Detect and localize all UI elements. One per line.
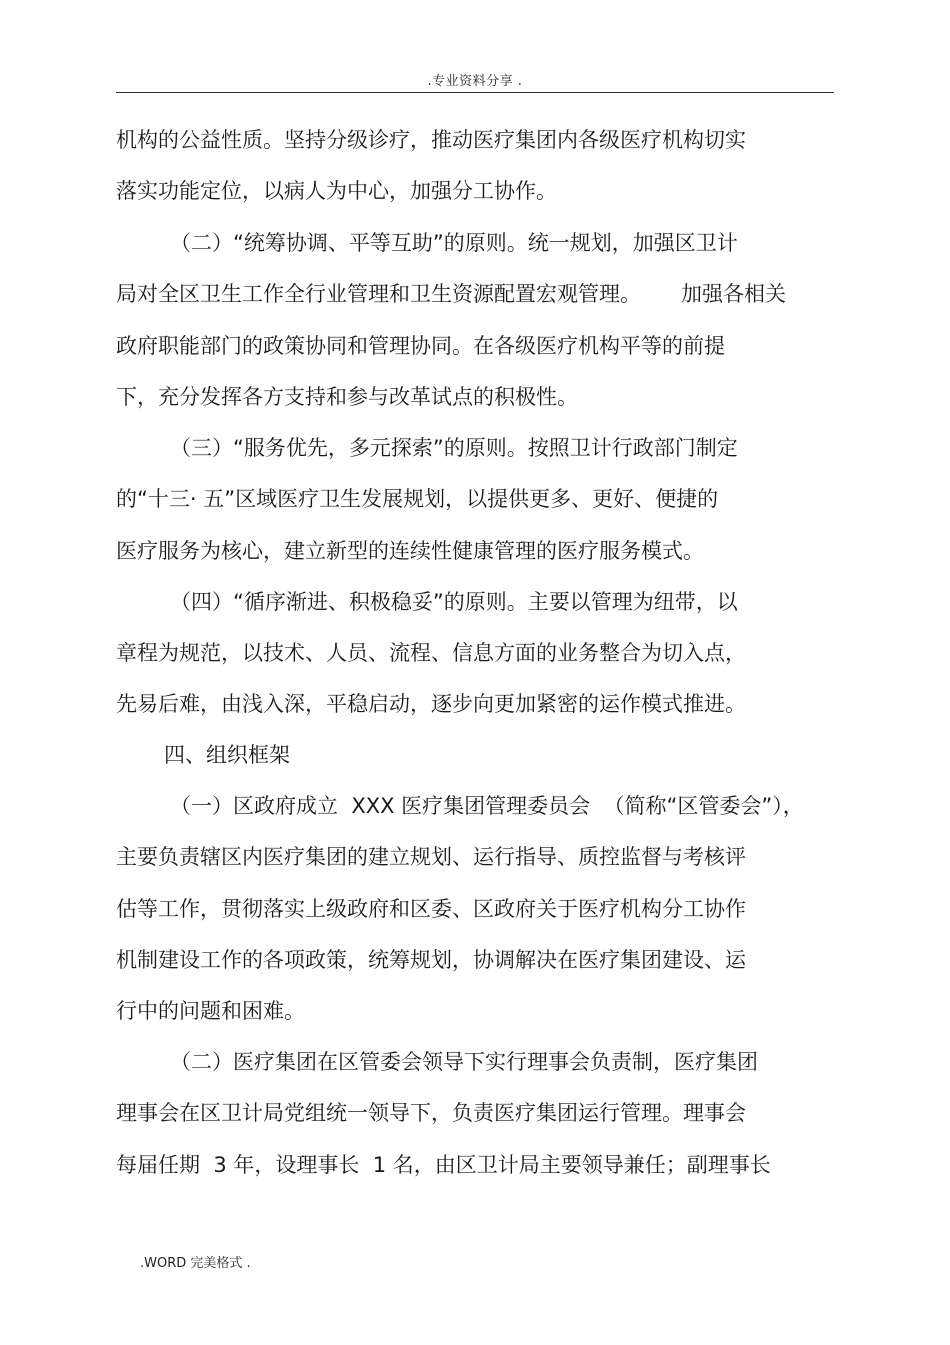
text-line: （二）“统筹协调、平等互助”的原则。统一规划，加强区卫计 — [170, 231, 738, 255]
text-line: （一）区政府成立 XXX 医疗集团管理委员会 （简称“区管委会”）， — [170, 794, 804, 818]
text-line: 估等工作，贯彻落实上级政府和区委、区政府关于医疗机构分工协作 — [116, 897, 746, 921]
text-line: （四）“循序渐进、积极稳妥”的原则。主要以管理为纽带，以 — [170, 590, 738, 614]
text-line: 局对全区卫生工作全行业管理和卫生资源配置宏观管理。 加强各相关 — [116, 282, 787, 306]
text-line: 每届任期 3 年，设理事长 1 名，由区卫计局主要领导兼任；副理事长 — [116, 1153, 771, 1177]
page-header: .专业资料分享 . — [427, 74, 523, 89]
text-line: 机制建设工作的各项政策，统筹规划，协调解决在医疗集团建设、运 — [116, 948, 746, 972]
text-line: 下，充分发挥各方支持和参与改革试点的积极性。 — [116, 385, 578, 409]
text-line: 主要负责辖区内医疗集团的建立规划、运行指导、质控监督与考核评 — [116, 845, 746, 869]
text-line: 章程为规范，以技术、人员、流程、信息方面的业务整合为切入点， — [116, 641, 746, 665]
text-line: 机构的公益性质。坚持分级诊疗，推动医疗集团内各级医疗机构切实 — [116, 128, 746, 152]
text-line: 的“十三· 五”区域医疗卫生发展规划，以提供更多、更好、便捷的 — [116, 487, 719, 511]
text-line: 政府职能部门的政策协同和管理协同。在各级医疗机构平等的前提 — [116, 334, 725, 358]
section-heading: 四、组织框架 — [164, 743, 290, 767]
text-line: （二）医疗集团在区管委会领导下实行理事会负责制，医疗集团 — [170, 1050, 758, 1074]
text-line: 先易后难，由浅入深，平稳启动，逐步向更加紧密的运作模式推进。 — [116, 692, 746, 716]
text-line: 落实功能定位，以病人为中心，加强分工协作。 — [116, 179, 557, 203]
text-line: 行中的问题和困难。 — [116, 999, 305, 1023]
page-footer: .WORD 完美格式 . — [140, 1256, 251, 1271]
text-line: （三）“服务优先，多元探索”的原则。按照卫计行政部门制定 — [170, 436, 738, 460]
text-line: 理事会在区卫计局党组统一领导下，负责医疗集团运行管理。理事会 — [116, 1101, 746, 1125]
header-divider — [116, 92, 834, 93]
text-line: 医疗服务为核心，建立新型的连续性健康管理的医疗服务模式。 — [116, 539, 704, 563]
